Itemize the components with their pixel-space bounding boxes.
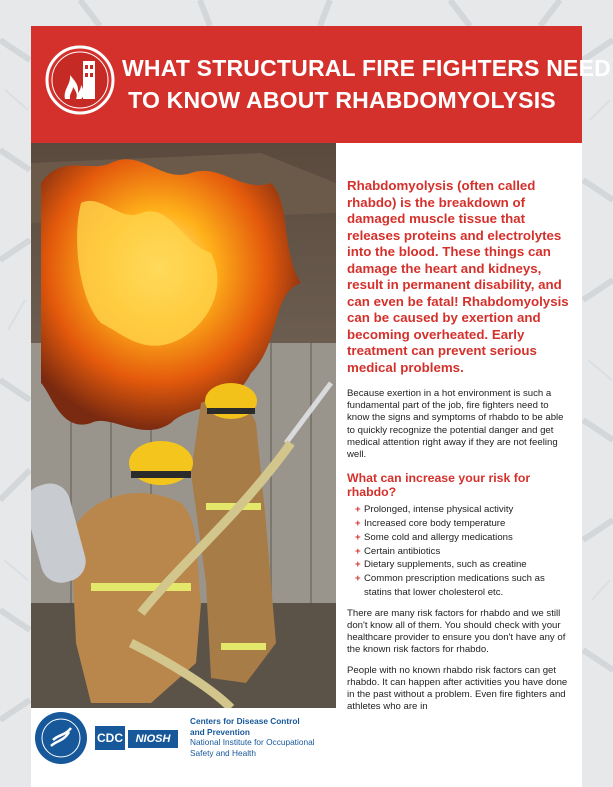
cdc-logo: CDC [95,726,125,750]
risk-item: + Certain antibiotics [355,545,572,559]
intro-lead: Rhabdomyolysis (often called rhabdo) is the breakdown of damaged muscle tissue that releases proteins and electrolytes into the blood. These things can damage the heart and kidneys, result in permanent disability, and can even be fatal! Rhabdomyolysis can be caused by exertion and becoming overheated. Early treatment can prevent serious medical problems. [347,178,569,375]
risk-list [347,503,572,600]
risk-item: + Dietary supplements, such as creatine [355,558,572,572]
title-line-2: TO KNOW ABOUT RHABDOMYOLYSIS [128,87,556,113]
risk-item: + Increased core body temperature [355,517,572,531]
agency-line-2: and Prevention [190,726,250,737]
title-line-1: WHAT STRUCTURAL FIRE FIGHTERS NEED [122,55,611,81]
risk-item: + Prolonged, intense physical activity [355,503,572,517]
risk-heading: What can increase your risk for rhabdo? [347,471,531,500]
agency-name [190,716,350,758]
fire-fighters-photo [31,143,336,708]
agency-line-3: National Institute for Occupational [190,737,315,747]
content-column [347,178,572,713]
hhs-seal-icon [35,712,87,764]
page-title [122,52,611,116]
risk-item: + Some cold and allergy medications [355,531,572,545]
agency-line-1: Centers for Disease Control [190,716,300,726]
footer-logos [35,712,180,770]
agency-line-4: Safety and Health [190,747,256,758]
intro-paragraph: Because exertion in a hot environment is such a fundamental part of the job, fire fighters need to know the signs and symptoms of rhabdo to be able to quickly recognize the potential danger and get medical attention right away if they are not feeling well. [347,388,564,461]
fire-building-icon [45,45,115,115]
risk-paragraph-1: There are many risk factors for rhabdo and we still don't know all of them. You should check with your healthcare provider to ensure you don't have any of the known risk factors for rhabdo. [347,607,566,656]
risk-item: + Common prescription medications such as statins that lower cholesterol etc. [355,572,572,600]
niosh-logo: NIOSH [128,730,178,748]
risk-paragraph-2: People with no known rhabdo risk factors can get rhabdo. It can happen after activities you have done in the past without a problem. Even fire fighters and athletes who are in [347,664,568,713]
